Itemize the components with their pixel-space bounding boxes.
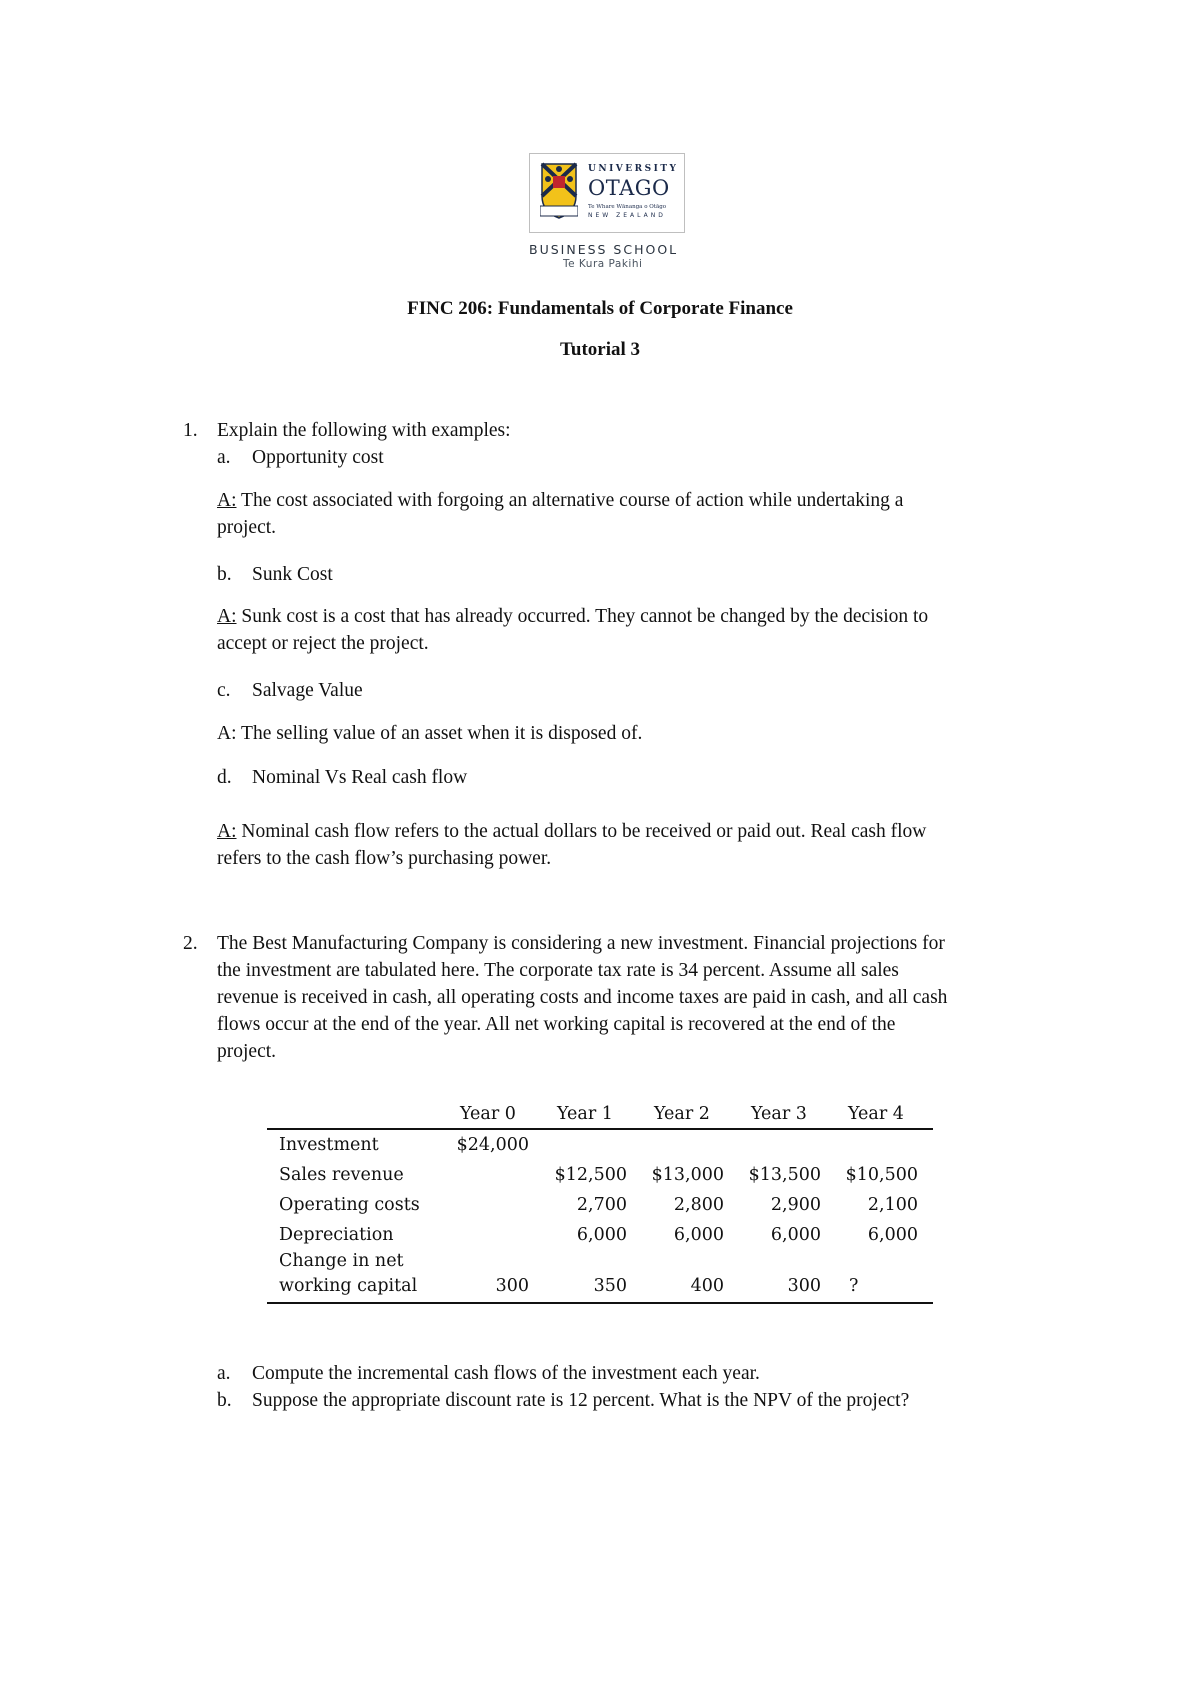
q1-number: 1. [183, 420, 198, 441]
cell-sales-y4: $10,500 [845, 1165, 918, 1185]
answer-label: A: [217, 821, 237, 842]
row-label-depreciation: Depreciation [279, 1225, 394, 1245]
row-label-nwc-line-1: Change in net [279, 1251, 404, 1271]
logo-maori-text: Te Whare Wānanga o Otāgo [588, 204, 667, 210]
table-header-rule [267, 1128, 933, 1130]
logo-frame [529, 153, 685, 233]
answer-text: The selling value of an asset when it is disposed of. [241, 723, 643, 744]
crest-icon [540, 162, 578, 220]
answer-label: A: [217, 490, 237, 511]
cell-nwc-y4: ? [849, 1276, 859, 1296]
q1b-answer-line-2: accept or reject the project. [217, 633, 429, 654]
q2-line-1: The Best Manufacturing Company is considering a new investment. Financial projections for [217, 933, 945, 954]
q2a-text: Compute the incremental cash flows of the investment each year. [252, 1363, 760, 1384]
q1a-answer-line-1 [217, 487, 903, 514]
q1d-letter: d. [217, 767, 232, 788]
q2-line-2: the investment are tabulated here. The corporate tax rate is 34 percent. Assume all sales [217, 960, 899, 981]
q1a-term: Opportunity cost [252, 447, 384, 468]
logo-otago-text: OTAGO [588, 176, 670, 200]
q1d-term: Nominal Vs Real cash flow [252, 767, 468, 788]
cell-dep-y2: 6,000 [673, 1225, 724, 1245]
q2b-letter: b. [217, 1390, 232, 1411]
col-header-year-1: Year 1 [557, 1104, 613, 1124]
q1a-letter: a. [217, 447, 231, 468]
col-header-year-4: Year 4 [848, 1104, 904, 1124]
q1b-answer-line-1 [217, 603, 928, 630]
cell-opcost-y1: 2,700 [576, 1195, 627, 1215]
cell-nwc-y0: 300 [495, 1276, 529, 1296]
cell-nwc-y2: 400 [690, 1276, 724, 1296]
q1c-answer-line-1 [217, 720, 642, 747]
q1c-term: Salvage Value [252, 680, 363, 701]
logo-school-maori: Te Kura Pakihi [563, 258, 643, 270]
cell-dep-y1: 6,000 [576, 1225, 627, 1245]
row-label-operating-costs: Operating costs [279, 1195, 420, 1215]
col-header-year-3: Year 3 [751, 1104, 807, 1124]
course-title: FINC 206: Fundamentals of Corporate Finance [407, 298, 793, 319]
cell-nwc-y3: 300 [787, 1276, 821, 1296]
logo-university-text: UNIVERSITY [588, 164, 679, 174]
cell-opcost-y3: 2,900 [770, 1195, 821, 1215]
q2a-letter: a. [217, 1363, 231, 1384]
q1d-answer-line-1 [217, 818, 926, 845]
answer-label: A: [217, 723, 237, 744]
q1-prompt: Explain the following with examples: [217, 420, 511, 441]
q2-line-3: revenue is received in cash, all operating costs and income taxes are paid in cash, and all cash [217, 987, 948, 1008]
q2-line-4: flows occur at the end of the year. All net working capital is recovered at the end of the [217, 1014, 896, 1035]
cell-dep-y4: 6,000 [867, 1225, 918, 1245]
row-label-investment: Investment [279, 1135, 379, 1155]
q1d-answer-line-2: refers to the cash flow’s purchasing power. [217, 848, 552, 869]
tutorial-title: Tutorial 3 [559, 339, 641, 360]
logo-country-text: NEW ZEALAND [588, 212, 666, 219]
cell-sales-y3: $13,500 [748, 1165, 821, 1185]
answer-text: The cost associated with forgoing an alternative course of action while undertaking a [241, 490, 904, 511]
logo-business-school: BUSINESS SCHOOL [529, 242, 679, 257]
q2-number: 2. [183, 933, 198, 954]
cell-sales-y2: $13,000 [651, 1165, 724, 1185]
col-header-year-2: Year 2 [654, 1104, 710, 1124]
q1b-term: Sunk Cost [252, 564, 333, 585]
table-bottom-rule [267, 1302, 933, 1304]
cell-opcost-y2: 2,800 [673, 1195, 724, 1215]
q2-line-5: project. [217, 1041, 277, 1062]
row-label-sales-revenue: Sales revenue [279, 1165, 404, 1185]
q1c-letter: c. [217, 680, 231, 701]
answer-label: A: [217, 606, 237, 627]
q1a-answer-line-2: project. [217, 517, 277, 538]
cell-sales-y1: $12,500 [554, 1165, 627, 1185]
cell-nwc-y1: 350 [593, 1276, 627, 1296]
university-logo [529, 153, 689, 271]
cell-investment-y0: $24,000 [456, 1135, 529, 1155]
answer-text: Sunk cost is a cost that has already occurred. They cannot be changed by the decision to [241, 606, 929, 627]
q1b-letter: b. [217, 564, 232, 585]
q2b-text: Suppose the appropriate discount rate is 12 percent. What is the NPV of the project? [252, 1390, 910, 1411]
answer-text: Nominal cash flow refers to the actual dollars to be received or paid out. Real cash flow [241, 821, 927, 842]
col-header-year-0: Year 0 [460, 1104, 516, 1124]
cell-dep-y3: 6,000 [770, 1225, 821, 1245]
row-label-nwc-line-2: working capital [279, 1276, 418, 1296]
financial-projections-table [267, 1098, 933, 1301]
cell-opcost-y4: 2,100 [867, 1195, 918, 1215]
